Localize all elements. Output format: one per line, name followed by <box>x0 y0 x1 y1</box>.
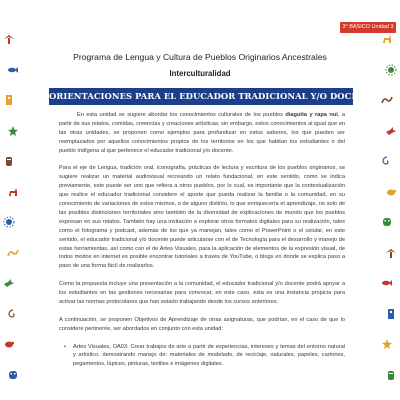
paragraph-3: Como la propuesta incluye una presentación a la comunidad, el educador tradicional y/o docente podrá apoyar a los estudiantes en las gestiones necesarias para convocar, en este caso, esta es una instancia propicia para activar las normas protocolares que han estado trabajando desde los cursos anteriores. <box>59 281 345 305</box>
program-title: Programa de Lengua y Cultura de Pueblos Originarios Ancestrales <box>73 52 327 62</box>
star-icon <box>7 124 19 136</box>
document-body <box>59 111 345 369</box>
list-item: • Artes Visuales, OA03: Crear trabajos de arte a partir de experiencias, intereses y temas del entorno natural y artístico, demostrando manejo de: materiales de modelado, de reciclaje, naturales, papeles, cartones, pegamentos, lápices, pinturas, textiles e imágenes digitales. <box>73 343 345 370</box>
orientation-banner: ORIENTACIONES PARA EL EDUCADOR TRADICIONAL Y/O DOCENTE <box>49 88 353 105</box>
paragraph-1-start: En esta unidad se sugiere abordar los conocimientos culturales de los pueblos <box>77 112 286 118</box>
turtle-icon <box>385 185 397 197</box>
bird-icon <box>3 276 15 288</box>
bird-icon <box>385 124 397 136</box>
llama-icon <box>7 185 19 197</box>
section-subtitle: Interculturalidad <box>169 69 231 78</box>
condor-icon <box>3 32 15 44</box>
paragraph-1-end: , a partir de sus relatos, comidas, creencias y creaciones artísticas; sin embargo, estos conocimientos al igual que en las otras unidades, se proponen como ejemplos para profundizar en estos saberes, los que pueden ser reemplazados por aquellos conocimientos propios de los territorios en los que habitan los estudiantes o del pueblo indígena al que pertenece el educador tradicional y/o docente. <box>59 112 345 154</box>
moai-icon <box>385 368 397 380</box>
objectives-list <box>59 343 345 370</box>
sun-icon <box>385 63 397 75</box>
mask-icon <box>381 215 393 227</box>
star-icon <box>381 337 393 349</box>
peoples-emphasis: diaguita y rapa nui <box>285 112 338 118</box>
paragraph-1 <box>59 111 345 156</box>
grade-unit-badge: 3° BÁSICO Unidad 3 <box>340 22 396 33</box>
mask-icon <box>7 368 19 380</box>
moai-icon <box>3 154 15 166</box>
sun-icon <box>3 215 15 227</box>
paragraph-2: Para el eje de Lengua, tradición oral, iconografía, prácticas de lectura y escritura de los pueblos originarios, se sugiere realizar un material audiovisual recreando un relato fundacional, en este sentido, como se indica previamente, este puede ser uno que refiera a otros pueblos, por lo cual, es importante que la contextualización que realice el educador tradicional considere el aporte que pueda realizar la familia o la comunidad, en su conocimiento de variaciones de estos mismos, o de alguno distinto, lo que enriquecería el aprendizaje, no solo de las posibles distinciones territoriales sino también de la diversidad de explicaciones de mundo que los pueblos expresan en sus relatos. También hay una invitación a explorar otros formatos digitales para su realización, tales como el fotograma y podcast, además de los que ya manejan, tales como el PowerPoint o el celular, en este sentido, el educador tradicional y/o docente puede articularse con el de Tecnología para el desarrollo y manejo de estas herramientas, así como con el de Artes Visuales, para la aplicación de elementos de la expresión visual, de todos modos en internet es posible encontrar tutoriales a través de YouTube, o blogs en donde se explica paso a paso de una forma fácil de realizarlos. <box>59 165 345 270</box>
totem-icon <box>385 307 397 319</box>
spiral-icon <box>381 154 393 166</box>
left-ornament-border <box>0 28 22 400</box>
fish-icon <box>381 276 393 288</box>
fish-icon <box>7 63 19 75</box>
snake-icon <box>7 246 19 258</box>
spiral-icon <box>7 307 19 319</box>
paragraph-4: A continuación, se proponen Objetivos de Aprendizaje de otras asignaturas, que podrían, en el caso de que lo considere pertinente, ser abordados en conjunto con esta unidad: <box>59 316 345 332</box>
snake-icon <box>381 93 393 105</box>
turtle-icon <box>3 337 15 349</box>
condor-icon <box>385 246 397 258</box>
totem-icon <box>3 93 15 105</box>
right-ornament-border <box>378 28 400 400</box>
llama-icon <box>381 32 393 44</box>
